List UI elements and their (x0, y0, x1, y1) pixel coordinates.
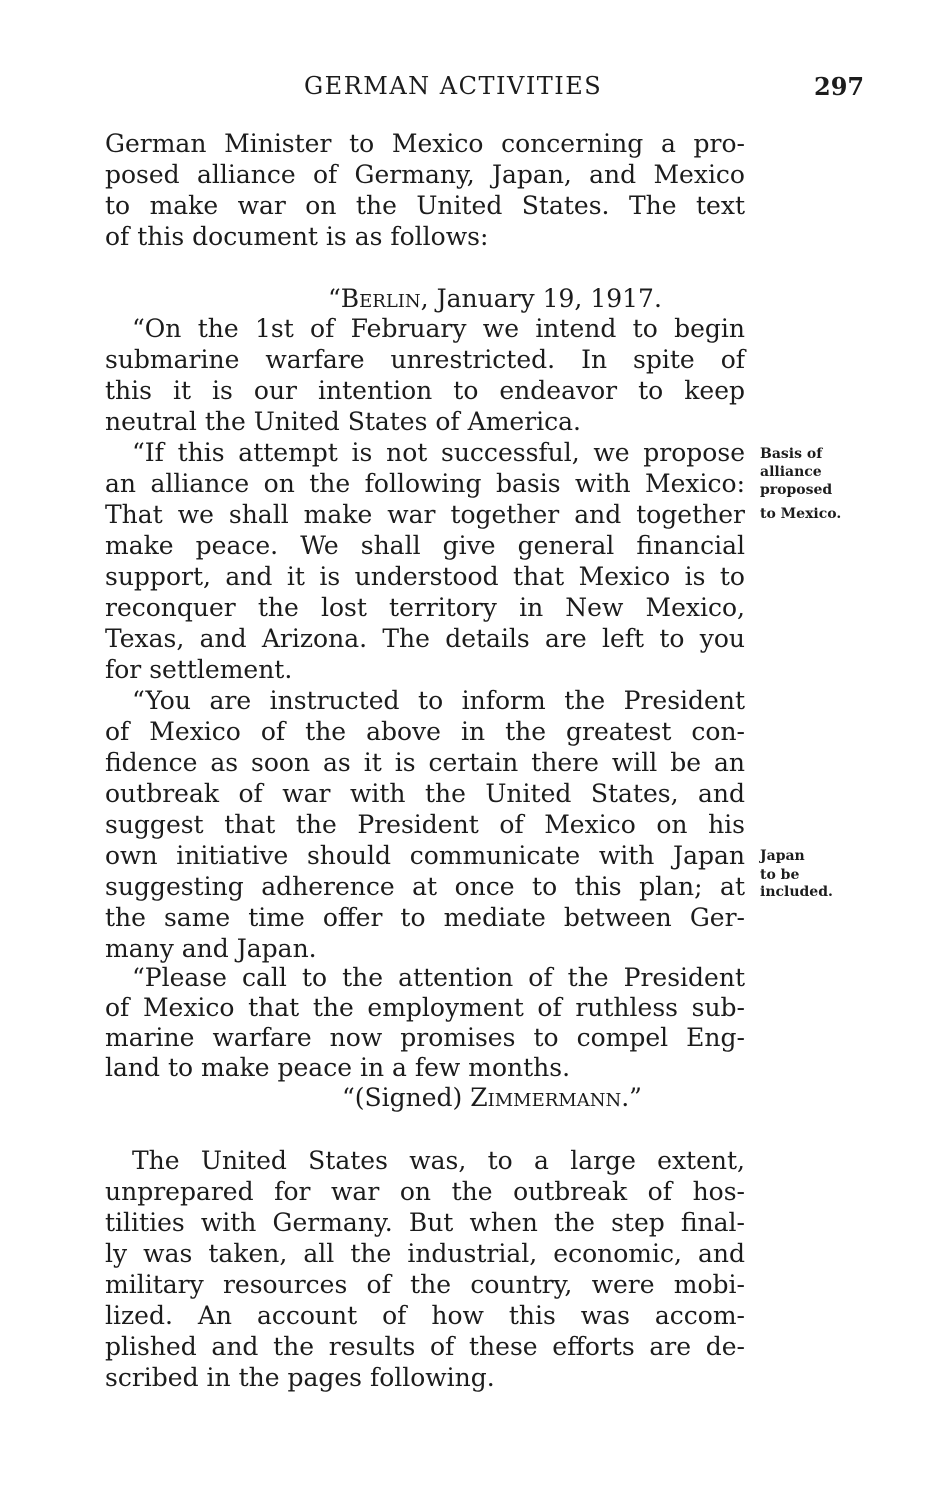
signature-line: “(Signed) Zimmermann.” (342, 1083, 642, 1112)
text-line: this it is our intention to endeavor to keep (105, 376, 745, 405)
text-line: outbreak of war with the United States, and (105, 779, 745, 808)
text-line: posed alliance of Germany, Japan, and Mexico (105, 160, 745, 189)
text-line: unprepared for war on the outbreak of hos- (105, 1177, 745, 1206)
text-line: suggest that the President of Mexico on his (105, 810, 745, 839)
text-line: tilities with Germany. But when the step final- (105, 1208, 745, 1237)
text-line: The United States was, to a large extent, (132, 1146, 745, 1175)
text-line: an alliance on the following basis with Mexico: (105, 469, 745, 498)
text-line: German Minister to Mexico concerning a pro- (105, 129, 745, 158)
text-line: to make war on the United States. The text (105, 191, 745, 220)
text-line: support, and it is understood that Mexico is to (105, 562, 745, 591)
text-line: That we shall make war together and together (105, 500, 745, 529)
text-line: own initiative should communicate with Japan (105, 841, 745, 870)
text-line: “You are instructed to inform the President (132, 686, 745, 715)
telegram-dateline: “Berlin, January 19, 1917. (328, 284, 662, 313)
page-number: 297 (814, 72, 865, 101)
text-line: submarine warfare unrestricted. In spite of (105, 345, 745, 374)
text-line: many and Japan. (105, 934, 317, 963)
text-line: reconquer the lost territory in New Mexico, (105, 593, 745, 622)
text-line: suggesting adherence at once to this plan; at (105, 872, 745, 901)
text-line: of this document is as follows: (105, 222, 489, 251)
text-line: “If this attempt is not successful, we propose (132, 438, 745, 467)
running-title: GERMAN ACTIVITIES (304, 72, 603, 100)
text-line: for settlement. (105, 655, 293, 684)
text-line: make peace. We shall give general financial (105, 531, 745, 560)
text-line: neutral the United States of America. (105, 407, 581, 436)
text-line: “Please call to the attention of the President (132, 963, 745, 992)
text-line: ly was taken, all the industrial, economic, and (105, 1239, 745, 1268)
text-line: of Mexico of the above in the greatest con- (105, 717, 745, 746)
page-header (0, 72, 950, 104)
text-line: land to make peace in a few months. (105, 1053, 571, 1082)
text-line: of Mexico that the employment of ruthless sub- (105, 993, 745, 1022)
text-line: fidence as soon as it is certain there will be an (105, 748, 745, 777)
text-line: marine warfare now promises to compel Eng- (105, 1023, 745, 1052)
signature-name: Zimmermann (470, 1083, 622, 1112)
dateline-place: Berlin (340, 284, 421, 313)
text-line: Texas, and Arizona. The details are left to you (105, 624, 745, 653)
text-line: the same time offer to mediate between Ger- (105, 903, 745, 932)
text-line: military resources of the country, were mobi- (105, 1270, 745, 1299)
text-line: scribed in the pages following. (105, 1363, 495, 1392)
text-line: “On the 1st of February we intend to begin (132, 314, 745, 343)
text-line: plished and the results of these efforts are de- (105, 1332, 745, 1361)
text-line: lized. An account of how this was accom- (105, 1301, 745, 1330)
